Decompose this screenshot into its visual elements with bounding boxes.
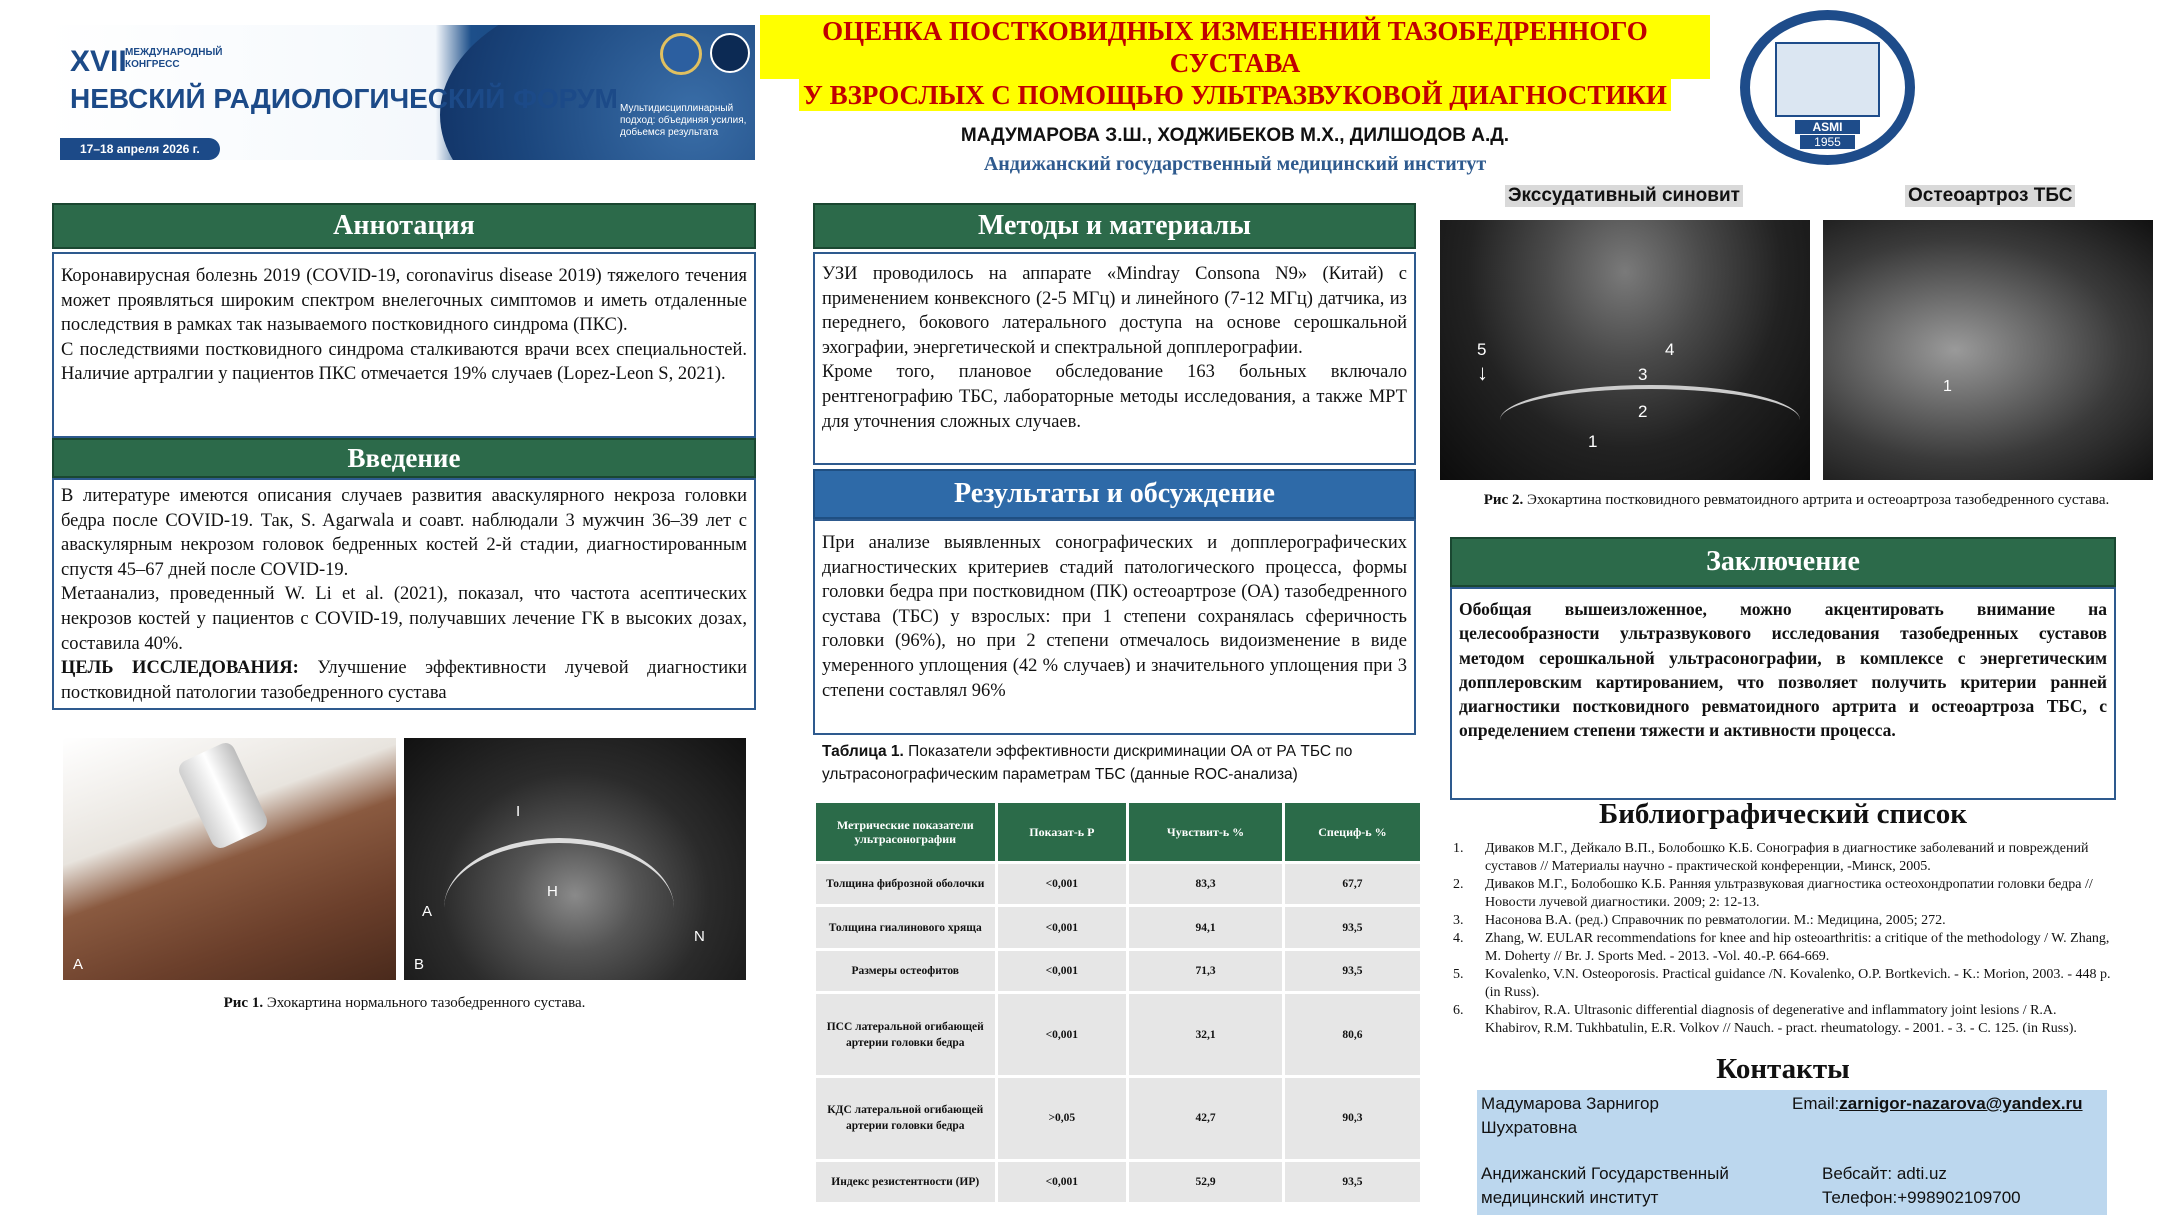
table-cell: Размеры остеофитов: [816, 951, 995, 991]
results-paragraph: При анализе выявленных сонографических и допплерографических диагностических критериев стадий патологического процесса, формы головки бедра при постковидном (ПК) остеоартрозе (ОА) тазобедренного сустава (ТБС) у взрослых: при 1 степени сохранялась сферичность головки (96%), но при 2 степени отмечалось видоизменение в виде умеренного уплощения (42 % случаев) и значительного уплощения при 3 степени составлял 96%: [822, 533, 1407, 701]
table-header-cell: Показат-ь Р: [998, 803, 1127, 861]
table-cell: <0,001: [998, 907, 1127, 947]
table-cell: <0,001: [998, 864, 1127, 904]
introduction-paragraph: Метаанализ, проведенный W. Li et al. (2021), показал, что частота асептических некрозов костей у пациентов с COVID-19, получавших лечение ГК в высоких дозах, составила 40%.: [61, 584, 747, 654]
table-row: [816, 1162, 1420, 1202]
table-caption-label: Таблица 1.: [822, 743, 904, 760]
contact-organization: Андижанский Государственный медицинский институт: [1481, 1164, 1729, 1207]
conclusion-box: [1450, 587, 2116, 800]
institution: Андижанский государственный медицинский институт: [983, 153, 1487, 175]
table-header-cell: Метрические показатели ультрасонографии: [816, 803, 995, 861]
table-header-row: [816, 803, 1420, 861]
banner-tagline: Мультидисциплинарный подход: объединяя усилия, добьемся результата: [620, 103, 747, 138]
table-cell: ПСС латеральной огибающей артерии головки бедра: [816, 994, 995, 1075]
table-cell: >0,05: [998, 1078, 1127, 1159]
table-cell: 42,7: [1129, 1078, 1282, 1159]
fig2-synovitis-image: [1440, 220, 1810, 480]
table-caption-text: Показатели эффективности дискриминации ОА от РА ТБС по ультрасонографическим параметрам ТБС (данные ROC-анализа): [822, 743, 1353, 783]
poster-title-line2: У ВЗРОСЛЫХ С ПОМОЩЬЮ УЛЬТРАЗВУКОВОЙ ДИАГНОСТИКИ: [799, 79, 1671, 111]
caption-label: Рис 2.: [1483, 492, 1524, 508]
femoral-head-contour: [444, 838, 674, 978]
banner-number: XVII: [70, 45, 127, 78]
annotation-heading: Аннотация: [52, 203, 756, 249]
introduction-box: [52, 478, 756, 710]
seal-year: 1955: [1800, 135, 1855, 149]
table-cell: <0,001: [998, 994, 1127, 1075]
table-cell: 52,9: [1129, 1162, 1282, 1202]
table-caption: [822, 740, 1422, 786]
bibliography-heading: Библиографический список: [1599, 798, 1967, 830]
banner-title: НЕВСКИЙ РАДИОЛОГИЧЕСКИЙ ФОРУМ: [70, 83, 618, 114]
us-label: 4: [1665, 340, 1675, 359]
us-label: 5: [1477, 340, 1487, 359]
table-cell: 67,7: [1285, 864, 1420, 904]
poster-title-line1: ОЦЕНКА ПОСТКОВИДНЫХ ИЗМЕНЕНИЙ ТАЗОБЕДРЕННОГО СУСТАВА: [760, 15, 1710, 79]
goal-text: Улучшение эффективности лучевой диагностики постковидной патологии тазобедренного сустава: [61, 658, 747, 703]
seal-text: ASMI: [1795, 120, 1860, 134]
methods-paragraph: Кроме того, плановое обследование 163 больных включало рентгенографию ТБС, лабораторные методы исследования, а также МРТ для уточнения сложных случаев.: [822, 362, 1407, 432]
table-cell: 32,1: [1129, 994, 1282, 1075]
table-cell: Толщина фиброзной оболочки: [816, 864, 995, 904]
table-cell: 83,3: [1129, 864, 1282, 904]
conclusion-heading: Заключение: [1450, 537, 2116, 587]
fig1-ultrasound-image: [404, 738, 746, 980]
caption-text: Эхокартина нормального тазобедренного сустава.: [263, 995, 586, 1011]
fig1-label-b: B: [414, 956, 425, 973]
us-label: A: [422, 903, 433, 920]
methods-paragraph: УЗИ проводилось на аппарате «Mindray Consona N9» (Китай) с применением конвексного (2-5 МГц) и линейного (7-12 МГц) датчика, из переднего, бокового латерального доступа на основе серошкальной эхографии, энергетической и спектральной допплерографии.: [822, 264, 1407, 358]
caption-text: Эхокартина постковидного ревматоидного артрита и остеоартроза тазобедренного сустава.: [1523, 492, 2110, 508]
fig2-osteoarthritis-image: [1823, 220, 2153, 480]
banner-date: 17–18 апреля 2026 г.: [60, 138, 220, 160]
table-header-cell: Чувствит-ь %: [1129, 803, 1282, 861]
ultrasound-probe-icon: [176, 740, 271, 851]
forum-banner: [45, 25, 755, 160]
arrow-down-icon: ↓: [1477, 360, 1488, 385]
bibliography-item: 5. Kovalenko, V.N. Osteoporosis. Practical guidance /N. Kovalenko, O.P. Bortkevich. - K.: Morion, 2003. - 448 p. (in Russ).: [1453, 967, 2111, 1000]
us-label: I: [516, 803, 521, 820]
bibliography-item: 4. Zhang, W. EULAR recommendations for knee and hip osteoarthritis: a critique of the methodology / W. Zhang, M. Doherty // Br. J. Sports Med. - 2013. -Vol. 40.-P. 664-669.: [1453, 931, 2110, 964]
table-cell: 93,5: [1285, 1162, 1420, 1202]
contact-name: Мадумарова Зарнигор Шухратовна: [1481, 1094, 1659, 1137]
table-cell: 90,3: [1285, 1078, 1420, 1159]
contact-website[interactable]: Вебсайт: adti.uz: [1822, 1164, 1947, 1183]
bibliography-list: [1445, 840, 2115, 1038]
methods-heading: Методы и материалы: [813, 203, 1416, 249]
table-cell: <0,001: [998, 1162, 1127, 1202]
society-logo: [710, 33, 750, 73]
emblem-logo: [660, 33, 702, 75]
table-cell: 93,5: [1285, 951, 1420, 991]
caption-label: Рис 1.: [223, 995, 264, 1011]
us-label: 3: [1638, 365, 1648, 384]
annotation-paragraph: Коронавирусная болезнь 2019 (COVID-19, coronavirus disease 2019) тяжелого течения может проявляться широким спектром внелегочных симптомов и иметь отдаленные последствия в рамках так называемого постковидного синдрома (ПКС).: [61, 266, 747, 336]
table-cell: <0,001: [998, 951, 1127, 991]
poster-header: [760, 15, 1710, 176]
table-row: [816, 907, 1420, 947]
table-cell: КДС латеральной огибающей артерии головки бедра: [816, 1078, 995, 1159]
us-label: 1: [1588, 432, 1598, 451]
table-row: [816, 951, 1420, 991]
contacts-box: [1477, 1090, 2107, 1215]
results-heading: Результаты и обсуждение: [813, 469, 1416, 519]
bibliography-item: 2. Диваков М.Г., Болобошко К.Б. Ранняя ультразвуковая диагностика остеохондропатии головки бедра // Новости лучевой диагностики. 2009; 2: 12-13.: [1453, 877, 2093, 910]
table-row: [816, 864, 1420, 904]
goal-label: ЦЕЛЬ ИССЛЕДОВАНИЯ:: [61, 658, 299, 679]
contact-phone: Телефон:+998902109700: [1822, 1188, 2021, 1207]
table-cell: Толщина гиалинового хряща: [816, 907, 995, 947]
bibliography-item: 3. Насонова В.А. (ред.) Справочник по ревматологии. М.: Медицина, 2005; 272.: [1453, 913, 1946, 928]
bibliography-item: 1. Диваков М.Г., Дейкало В.П., Болобошко К.Б. Сонография в диагностике заболеваний и повреждений суставов // Материалы научно - практической конференции, -Минск, 2005.: [1453, 841, 2089, 874]
fig2-title-right: Остеоартроз ТБС: [1905, 185, 2075, 207]
introduction-heading: Введение: [52, 438, 756, 478]
table-cell: 93,5: [1285, 907, 1420, 947]
us-label: N: [694, 928, 705, 945]
study-goal: [61, 656, 747, 705]
seal-building-icon: [1775, 42, 1880, 117]
contact-email: Email:zarnigor-nazarova@yandex.ru: [1792, 1094, 2083, 1113]
methods-box: [813, 252, 1416, 465]
authors: МАДУМАРОВА З.Ш., ХОДЖИБЕКОВ М.Х., ДИЛШОДОВ А.Д.: [960, 125, 1510, 146]
us-label: H: [547, 883, 558, 900]
fig1-caption: [63, 993, 746, 1013]
conclusion-paragraph: Обобщая вышеизложенное, можно акцентировать внимание на целесообразности ультразвукового исследования тазобедренных суставов методом серошкальной ультрасонографии, в комплексе с энергетическим допплеровским картированием, что позволяет получить критерии ранней диагностики постковидного ревматоидного артрита и остеоартроза ТБС, с определением степени тяжести и активности процесса.: [1459, 599, 2107, 741]
table-cell: 94,1: [1129, 907, 1282, 947]
institute-seal: [1740, 10, 1915, 165]
annotation-paragraph: С последствиями постковидного синдрома сталкиваются врачи всех специальностей. Наличие артралгии у пациентов ПКС отмечается 19% случаев (Lopez-Leon S, 2021).: [61, 339, 747, 385]
table-row: [816, 994, 1420, 1075]
fig2-caption: [1440, 490, 2153, 510]
fig1-label-a: A: [73, 956, 84, 973]
introduction-paragraph: В литературе имеются описания случаев развития аваскулярного некроза головки бедра после COVID-19. Так, S. Agarwala и соавт. наблюдали 3 мужчин 36–39 лет с аваскулярным некрозом головок бедренных костей 2-й стадии, диагностированным спустя 45–67 дней после COVID-19.: [61, 486, 747, 580]
fig1-photo-probe: [63, 738, 396, 980]
roc-table: [813, 800, 1423, 1205]
email-link[interactable]: zarnigor-nazarova@yandex.ru: [1839, 1094, 2083, 1113]
annotation-box: [52, 252, 756, 438]
us-label: 2: [1638, 402, 1648, 421]
bone-contour: [1500, 385, 1800, 455]
table-cell: Индекс резистентности (ИР): [816, 1162, 995, 1202]
table-header-cell: Специф-ь %: [1285, 803, 1420, 861]
table-cell: 71,3: [1129, 951, 1282, 991]
table-row: [816, 1078, 1420, 1159]
bibliography-item: 6. Khabirov, R.A. Ultrasonic differential diagnosis of degenerative and inflammatory joint lesions / R.A. Khabirov, R.M. Tukhbatulin, E.R. Volkov // Nauch. - pract. rheumatology. - 2001. - 3. - C. 125. (in Russ).: [1453, 1003, 2077, 1036]
us-label: 1: [1943, 378, 1952, 395]
results-box: [813, 519, 1416, 735]
banner-kicker: МЕЖДУНАРОДНЫЙ КОНГРЕСС: [125, 47, 223, 70]
fig2-title-left: Экссудативный синовит: [1505, 185, 1743, 207]
contacts-heading: Контакты: [1716, 1053, 1850, 1085]
table-cell: 80,6: [1285, 994, 1420, 1075]
